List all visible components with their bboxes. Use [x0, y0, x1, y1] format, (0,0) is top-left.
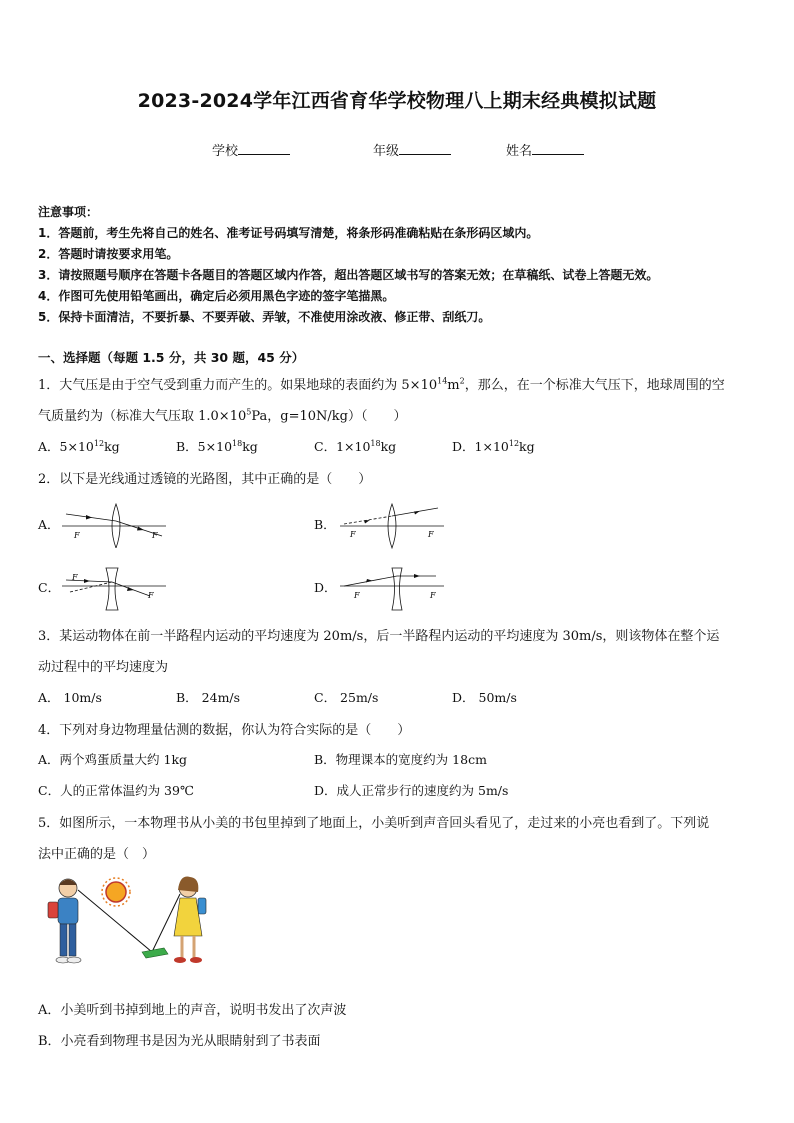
school-blank[interactable]	[238, 142, 290, 155]
sun-icon	[102, 878, 130, 906]
q5-option-b[interactable]: B．小亮看到物理书是因为光从眼睛射到了书表面	[38, 1034, 321, 1049]
q3-option-c[interactable]: C． 25m/s	[314, 690, 379, 705]
svg-text:F: F	[148, 591, 154, 600]
page-title: 2023-2024学年江西省育华学校物理八上期末经典模拟试题	[137, 90, 657, 112]
notice-heading: 注意事项：	[38, 205, 99, 219]
q4-stem: 4．下列对身边物理量估测的数据，你认为符合实际的是（ ）	[38, 723, 411, 738]
q5-illustration	[40, 872, 220, 976]
school-field[interactable]	[212, 140, 290, 159]
q1-option-d[interactable]: D．$1\times 10^{12}kg$	[452, 438, 535, 454]
name-label: 姓名	[506, 144, 533, 159]
lens-diagram-a	[62, 500, 166, 548]
q4-option-d[interactable]: D．成人正常步行的速度约为 5m/s	[314, 783, 509, 798]
section-heading: 一、选择题（每题 1.5 分，共 30 题，45 分）	[38, 350, 305, 365]
q3-option-a[interactable]: A． 10m/s	[38, 690, 102, 705]
lens-diagram-d	[340, 566, 444, 614]
svg-text:F: F	[152, 531, 158, 540]
q5-stem-line2: 法中正确的是（ ）	[38, 847, 156, 862]
q5-stem-line1: 5．如图所示，一本物理书从小美的书包里掉到了地面上，小美听到声音回头看见了，走过来的小亮也看到了。下列说	[38, 816, 710, 831]
q1-stem-line2: 气质量约为（标准大气压取 $1.0\times 10^5Pa$，g=10N/kg）（ ）	[38, 407, 407, 424]
q3-stem-line1: 3．某运动物体在前一半路程内运动的平均速度为 20m/s，后一半路程内运动的平均速度为 30m/s，则该物体在整个运	[38, 629, 720, 644]
notice-item: 1．答题前，考生先将自己的姓名、准考证号码填写清楚，将条形码准确粘贴在条形码区域内。	[38, 226, 539, 240]
q4-option-a[interactable]: A．两个鸡蛋质量大约 1kg	[38, 752, 188, 767]
q1-option-a[interactable]: A．$5\times 10^{12}kg$	[38, 438, 120, 454]
q1-option-c[interactable]: C．$1\times 10^{18}kg$	[314, 438, 397, 454]
girl-figure	[174, 877, 206, 963]
q1-option-b[interactable]: B．$5\times 10^{18}kg$	[176, 438, 258, 454]
q4-option-c[interactable]: C．人的正常体温约为 39℃	[38, 783, 194, 798]
school-label: 学校	[212, 144, 239, 159]
notice-item: 4．作图可先使用铅笔画出，确定后必须用黑色字迹的签字笔描黑。	[38, 289, 395, 303]
q3-stem-line2: 动过程中的平均速度为	[38, 660, 169, 675]
notice-item: 2．答题时请按要求用笔。	[38, 247, 179, 261]
boy-figure	[48, 879, 81, 963]
q5-option-a[interactable]: A．小美听到书掉到地上的声音，说明书发出了次声波	[38, 1003, 347, 1018]
q3-option-b[interactable]: B． 24m/s	[176, 690, 241, 705]
svg-text:F: F	[74, 531, 80, 540]
name-field[interactable]	[506, 140, 584, 159]
q1-stem-line1: 1．大气压是由于空气受到重力而产生的。如果地球的表面约为 $5\times 10^{14}m^2$，那么，在一个标准大气压下，地球周围的空	[38, 376, 725, 393]
svg-text:F: F	[354, 591, 360, 600]
q2-option-b[interactable]: B．	[314, 517, 336, 532]
lens-diagram-c	[62, 566, 166, 614]
book-icon	[142, 948, 168, 958]
svg-text:F: F	[428, 530, 434, 539]
q2-stem: 2．以下是光线通过透镜的光路图，其中正确的是（ ）	[38, 472, 372, 487]
q3-option-d[interactable]: D． 50m/s	[452, 690, 517, 705]
svg-text:F: F	[72, 573, 78, 582]
notice-item: 3．请按照题号顺序在答题卡各题目的答题区域内作答，超出答题区域书写的答案无效；在草稿纸、试卷上答题无效。	[38, 268, 659, 282]
name-blank[interactable]	[532, 142, 584, 155]
svg-text:F: F	[350, 530, 356, 539]
grade-blank[interactable]	[399, 142, 451, 155]
lens-diagram-b	[340, 502, 444, 550]
q2-option-a[interactable]: A．	[38, 517, 60, 532]
notice-item: 5．保持卡面清洁，不要折暴、不要弄破、弄皱，不准使用涂改液、修正带、刮纸刀。	[38, 310, 491, 324]
grade-field[interactable]	[373, 140, 451, 159]
grade-label: 年级	[373, 144, 400, 159]
q4-option-b[interactable]: B．物理课本的宽度约为 18cm	[314, 752, 487, 767]
q2-option-c[interactable]: C．	[38, 580, 61, 595]
svg-text:F: F	[430, 591, 436, 600]
q2-option-d[interactable]: D．	[314, 580, 337, 595]
